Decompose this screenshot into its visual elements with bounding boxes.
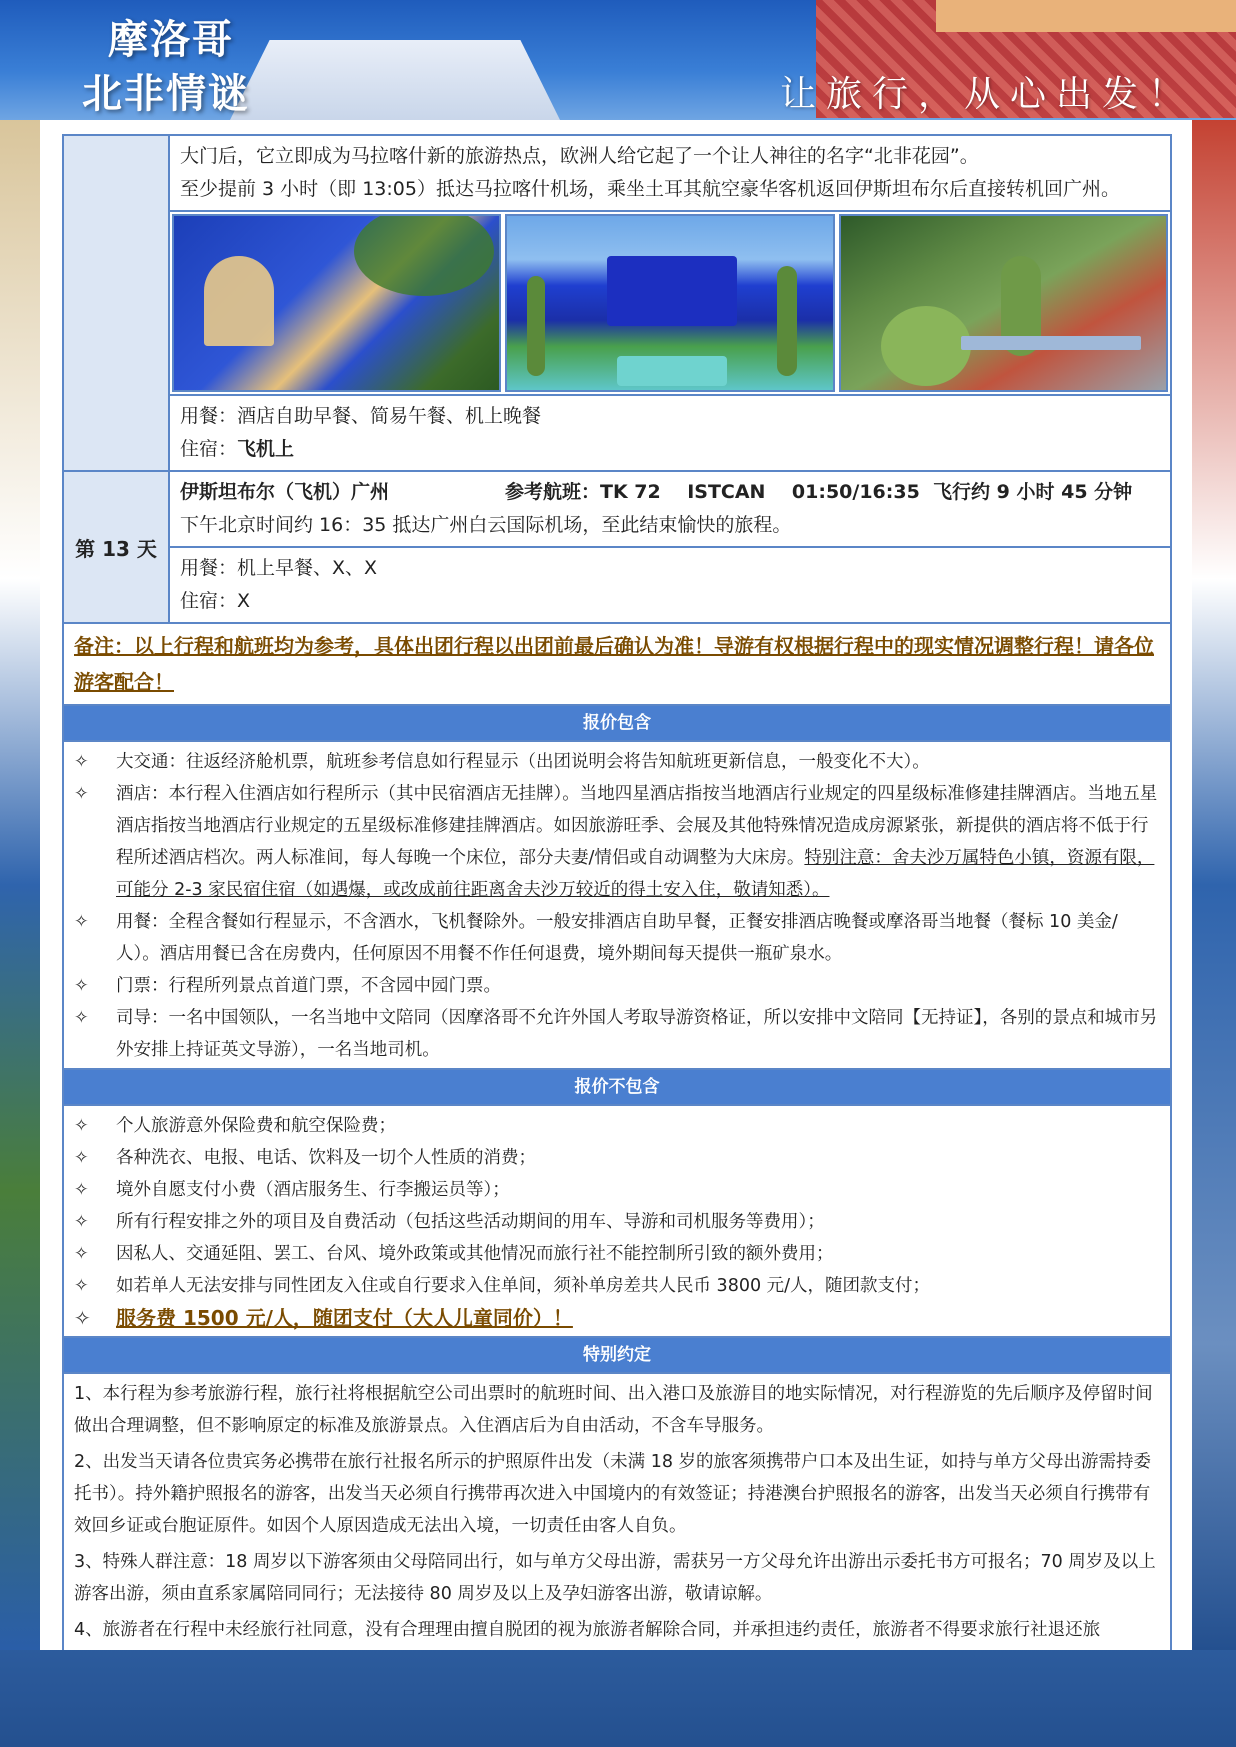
list-item xyxy=(74,970,1160,1002)
majorelle-villa-photo xyxy=(172,214,501,392)
special-term: 4、旅游者在行程中未经旅行社同意，没有合理理由擅自脱团的视为旅游者解除合同，并承担违约责任，旅游者不得要求旅行社退还旅 xyxy=(74,1620,1101,1640)
included-list xyxy=(64,742,1170,1068)
list-item xyxy=(74,1174,1160,1206)
list-item xyxy=(74,1142,1160,1174)
item-text: 因私人、交通延阻、罢工、台风、境外政策或其他情况而旅行社不能控制所引致的额外费用； xyxy=(116,1244,834,1264)
remark-note: 备注：以上行程和航班均为参考，具体出团行程以出团前最后确认为准！导游有权根据行程中的现实情况调整行程！请各位游客配合！ xyxy=(74,634,1154,694)
diamond-bullet-icon: ✧ xyxy=(74,1276,89,1296)
special-section-title: 特别约定 xyxy=(64,1338,1170,1374)
service-fee-text: 服务费 1500 元/人，随团支付（大人儿童同价）！ xyxy=(116,1306,573,1330)
item-text: 司导：一名中国领队，一名当地中文陪同（因摩洛哥不允许外国人考取导游资格证，所以安排中文陪同【无持证】，各别的景点和城市另外安排上持证英文导游），一名当地司机。 xyxy=(116,1008,1158,1060)
itinerary-table xyxy=(62,134,1172,1650)
item-text xyxy=(116,778,1160,906)
brand-title-line1: 摩洛哥 xyxy=(108,17,234,63)
item-text: 境外自愿支付小费（酒店服务生、行李搬运员等）； xyxy=(116,1180,510,1200)
desc-line: 大门后，它立即成为马拉喀什新的旅游热点，欧洲人给它起了一个让人神往的名字“北非花园”。 xyxy=(180,145,979,167)
itinerary-card xyxy=(40,120,1192,1650)
list-item xyxy=(74,906,1160,970)
day-12-photos xyxy=(170,210,1170,394)
day-13-description: 下午北京时间约 16：35 抵达广州白云国际机场，至此结束愉快的旅程。 xyxy=(180,514,792,536)
list-item xyxy=(74,1110,1160,1142)
special-term: 3、特殊人群注意：18 周岁以下游客须由父母陪同出行，如与单方父母出游，需获另一方父母允许出游出示委托书方可报名；70 周岁及以上游客出游，须由直系家属陪同同行；无法接待 80 周岁及以上及孕妇游客出游，敬请谅解。 xyxy=(74,1552,1156,1604)
excluded-section-title: 报价不包含 xyxy=(64,1070,1170,1106)
stay-value: 飞机上 xyxy=(237,438,295,460)
item-text: 如若单人无法安排与同性团友入住或自行要求入住单间，须补单房差共人民币 3800 元/人，随团款支付； xyxy=(116,1276,931,1296)
item-text: 各种洗衣、电报、电话、饮料及一切个人性质的消费； xyxy=(116,1148,536,1168)
diamond-bullet-icon: ✧ xyxy=(74,1244,89,1264)
stay-text: 住宿：X xyxy=(180,590,251,612)
special-term: 2、出发当天请各位贵宾务必携带在旅行社报名所示的护照原件出发（未满 18 岁的旅客须携带户口本及出生证，如持与单方父母出游需持委托书）。持外籍护照报名的游客，出发当天必须自行携带再次进入中国境内的有效签证；持港澳台护照报名的游客，出发当天必须自行携带有效回乡证或台胞证原件。如因个人原因造成无法出入境，一切责任由客人自负。 xyxy=(74,1452,1152,1536)
meals-text: 用餐：酒店自助早餐、简易午餐、机上晚餐 xyxy=(180,405,542,427)
majorelle-garden-pool-photo xyxy=(505,214,834,392)
item-text: 个人旅游意外保险费和航空保险费； xyxy=(116,1116,396,1136)
list-item xyxy=(74,1206,1160,1238)
hotel-special-note: 特别注意：舍夫沙万属特色小镇，资源有限，可能分 2-3 家民宿住宿（如遇爆，或改成前往距离舍夫沙万较近的得土安入住，敬请知悉）。 xyxy=(116,848,1155,900)
slogan: 让旅行，从心出发！ xyxy=(779,74,1194,115)
item-text: 所有行程安排之外的项目及自费活动（包括这些活动期间的用车、导游和司机服务等费用）； xyxy=(116,1212,825,1232)
diamond-bullet-icon: ✧ xyxy=(74,912,89,932)
meals-text: 用餐：机上早餐、X、X xyxy=(180,557,378,579)
included-section-title: 报价包含 xyxy=(64,706,1170,742)
day-13-content xyxy=(170,472,1170,622)
list-item xyxy=(74,1002,1160,1066)
header-banner xyxy=(0,0,1236,120)
item-text: 门票：行程所列景点首道门票，不含园中园门票。 xyxy=(116,976,501,996)
diamond-bullet-icon: ✧ xyxy=(74,976,89,996)
day-12-row xyxy=(64,136,1170,472)
hotel-text: 酒店：本行程入住酒店如行程所示（其中民宿酒店无挂牌）。当地四星酒店指按当地酒店行业规定的四星级标准修建挂牌酒店。当地五星酒店指按当地酒店行业规定的五星级标准修建挂牌酒店。如因旅游旺季、会展及其他特殊情况造成房源紧张，新提供的酒店将不低于行程所述酒店档次。两人标准间，每人每晚一个床位，部分夫妻/情侣或自动调整为大床房。 xyxy=(116,784,1158,868)
stay-text xyxy=(180,433,1160,466)
special-terms xyxy=(64,1374,1170,1650)
brand-title-line2: 北非情谜 xyxy=(82,71,250,117)
cactus-garden-photo xyxy=(839,214,1168,392)
diamond-bullet-icon: ✧ xyxy=(74,752,89,772)
service-fee-item xyxy=(74,1302,1160,1334)
list-item xyxy=(74,746,1160,778)
list-item xyxy=(74,1238,1160,1270)
day-12-meals-stay xyxy=(170,394,1170,470)
diamond-bullet-icon: ✧ xyxy=(74,1212,89,1232)
day-13-meals-stay xyxy=(170,546,1170,622)
list-item xyxy=(74,778,1160,906)
left-background-photo xyxy=(0,120,40,1650)
excluded-list xyxy=(64,1106,1170,1336)
diamond-bullet-icon: ✧ xyxy=(74,1008,89,1028)
route-text: 伊斯坦布尔（飞机）广州 xyxy=(180,481,390,503)
item-text: 用餐：全程含餐如行程显示，不含酒水，飞机餐除外。一般安排酒店自助早餐，正餐安排酒店晚餐或摩洛哥当地餐（餐标 10 美金/人）。酒店用餐已含在房费内，任何原因不用餐不作任何退费，境外期间每天提供一瓶矿泉水。 xyxy=(116,912,1118,964)
diamond-bullet-icon: ✧ xyxy=(74,1306,91,1330)
day-12-description xyxy=(170,136,1170,210)
day-13-label: 第 13 天 xyxy=(64,472,170,622)
list-item xyxy=(74,1270,1160,1302)
desc-line: 至少提前 3 小时（即 13:05）抵达马拉喀什机场，乘坐土耳其航空豪华客机返回伊斯坦布尔后直接转机回广州。 xyxy=(180,178,1120,200)
day-13-route-line xyxy=(180,476,1160,509)
item-text: 大交通：往返经济舱机票，航班参考信息如行程显示（出团说明会将告知航班更新信息，一般变化不大）。 xyxy=(116,752,930,772)
diamond-bullet-icon: ✧ xyxy=(74,784,89,804)
day-12-label-cell xyxy=(64,136,170,470)
day-12-content xyxy=(170,136,1170,470)
awning-image xyxy=(936,0,1236,32)
included-list-row xyxy=(64,742,1170,1070)
diamond-bullet-icon: ✧ xyxy=(74,1148,89,1168)
special-term: 1、本行程为参考旅游行程，旅行社将根据航空公司出票时的航班时间、出入港口及旅游目的地实际情况，对行程游览的先后顺序及停留时间做出合理调整，但不影响原定的标准及旅游景点。入住酒店后为自由活动，不含车导服务。 xyxy=(74,1384,1153,1436)
diamond-bullet-icon: ✧ xyxy=(74,1180,89,1200)
day-13-itinerary xyxy=(170,472,1170,546)
day-13-row xyxy=(64,472,1170,624)
flight-info: 参考航班：TK 72 ISTCAN 01:50/16:35 飞行约 9 小时 45 分钟 xyxy=(505,481,1133,503)
excluded-list-row xyxy=(64,1106,1170,1338)
diamond-bullet-icon: ✧ xyxy=(74,1116,89,1136)
riad-rooftop-image xyxy=(230,40,560,120)
note-row xyxy=(64,624,1170,706)
stay-label: 住宿： xyxy=(180,438,238,460)
right-background-photo xyxy=(1188,120,1236,1650)
